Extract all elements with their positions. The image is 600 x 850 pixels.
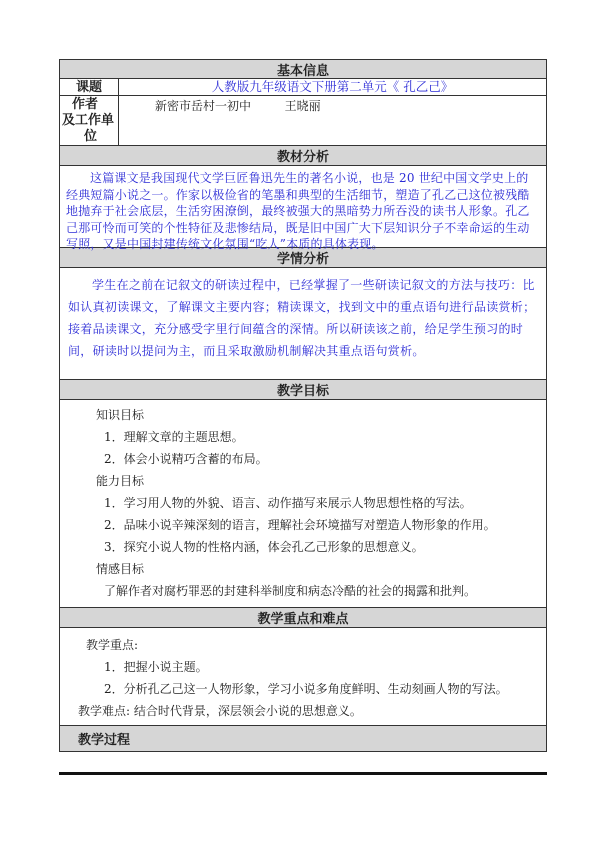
author-label-line-2: 及工作单 xyxy=(62,113,115,128)
author-row xyxy=(59,96,547,146)
focus-title: 教学重点: xyxy=(86,638,139,652)
key-points-body xyxy=(59,628,547,726)
knowledge-goals-title: 知识目标 xyxy=(96,408,145,422)
textbook-analysis-title: 教材分析 xyxy=(276,150,329,165)
topic-value: 人教版九年级语文下册第二单元《 孔乙己》 xyxy=(211,79,454,94)
knowledge-goal-item: 2．体会小说精巧含蓄的布局。 xyxy=(104,452,268,466)
author-label xyxy=(60,96,119,145)
ability-goal-item: 2．品味小说辛辣深刻的语言，理解社会环境描写对塑造人物形象的作用。 xyxy=(104,518,496,532)
emotion-goal-text: 了解作者对腐朽罪恶的封建科举制度和病态冷酷的社会的揭露和批判。 xyxy=(104,584,477,598)
author-value xyxy=(119,96,546,145)
difficulty-text: 教学难点: 结合时代背景，深层领会小说的思想意义。 xyxy=(78,704,362,718)
author-name: 王晓丽 xyxy=(284,99,321,113)
topic-row xyxy=(59,79,547,96)
section-header-textbook-analysis xyxy=(59,146,547,166)
page-footer-rule xyxy=(59,772,547,775)
author-label-line-1: 作者 xyxy=(72,97,99,112)
ability-goal-item: 3．探究小说人物的性格内涵，体会孔乙己形象的思想意义。 xyxy=(104,540,424,554)
focus-item: 1．把握小说主题。 xyxy=(104,660,208,674)
teaching-goals-title: 教学目标 xyxy=(276,384,329,399)
emotion-goals-title: 情感目标 xyxy=(96,562,145,576)
teaching-goals-body xyxy=(59,400,547,608)
section-header-basic-info xyxy=(59,59,547,79)
ability-goal-item: 1．学习用人物的外貌、语言、动作描写来展示人物思想性格的写法。 xyxy=(104,496,472,510)
focus-item: 2．分析孔乙己这一人物形象，学习小说多角度鲜明、生动刻画人物的写法。 xyxy=(104,682,508,696)
student-analysis-title: 学情分析 xyxy=(276,252,329,267)
student-analysis-text: 学生在之前在记叙文的研读过程中，已经掌握了一些研读记叙文的方法与技巧：比如认真初读课文，了解课文主要内容；精读课文，找到文中的重点语句进行品读赏析；接着品读课文，充分感受字里行间蕴含的深情。所以研读该之前，给足学生预习的时间，研读时以提问为主，而且采取激励机制解决其重点语句赏析。 xyxy=(68,278,536,358)
student-analysis-body xyxy=(59,268,547,380)
knowledge-goal-item: 1．理解文章的主题思想。 xyxy=(104,430,244,444)
section-header-process xyxy=(59,726,547,752)
textbook-analysis-text: 这篇课文是我国现代文学巨匠鲁迅先生的著名小说，也是 20 世纪中国文学史上的经典短篇小说之一。作家以极俭省的笔墨和典型的生活细节，塑造了孔乙己这位被残酷地抛弃于社会底层，生活穷困潦倒，最终被强大的黑暗势力所吞没的读书人形象。孔乙己那可怜而可笑的个性特征及悲惨结局，既是旧中国广大下层知识分子不幸命运的生动写照，又是中国封建传统文化氛围“吃人”本质的具体表现。 xyxy=(66,171,530,251)
process-title: 教学过程 xyxy=(78,733,131,748)
textbook-analysis-body xyxy=(59,166,547,251)
ability-goals-title: 能力目标 xyxy=(96,474,145,488)
basic-info-title: 基本信息 xyxy=(276,63,329,79)
key-points-title: 教学重点和难点 xyxy=(257,612,349,627)
author-label-line-3: 位 xyxy=(84,129,98,144)
section-header-key-points xyxy=(59,608,547,628)
author-school: 新密市岳村一初中 xyxy=(155,99,252,113)
lesson-plan-table xyxy=(59,59,547,752)
section-header-teaching-goals xyxy=(59,380,547,400)
topic-label: 课题 xyxy=(60,79,119,95)
